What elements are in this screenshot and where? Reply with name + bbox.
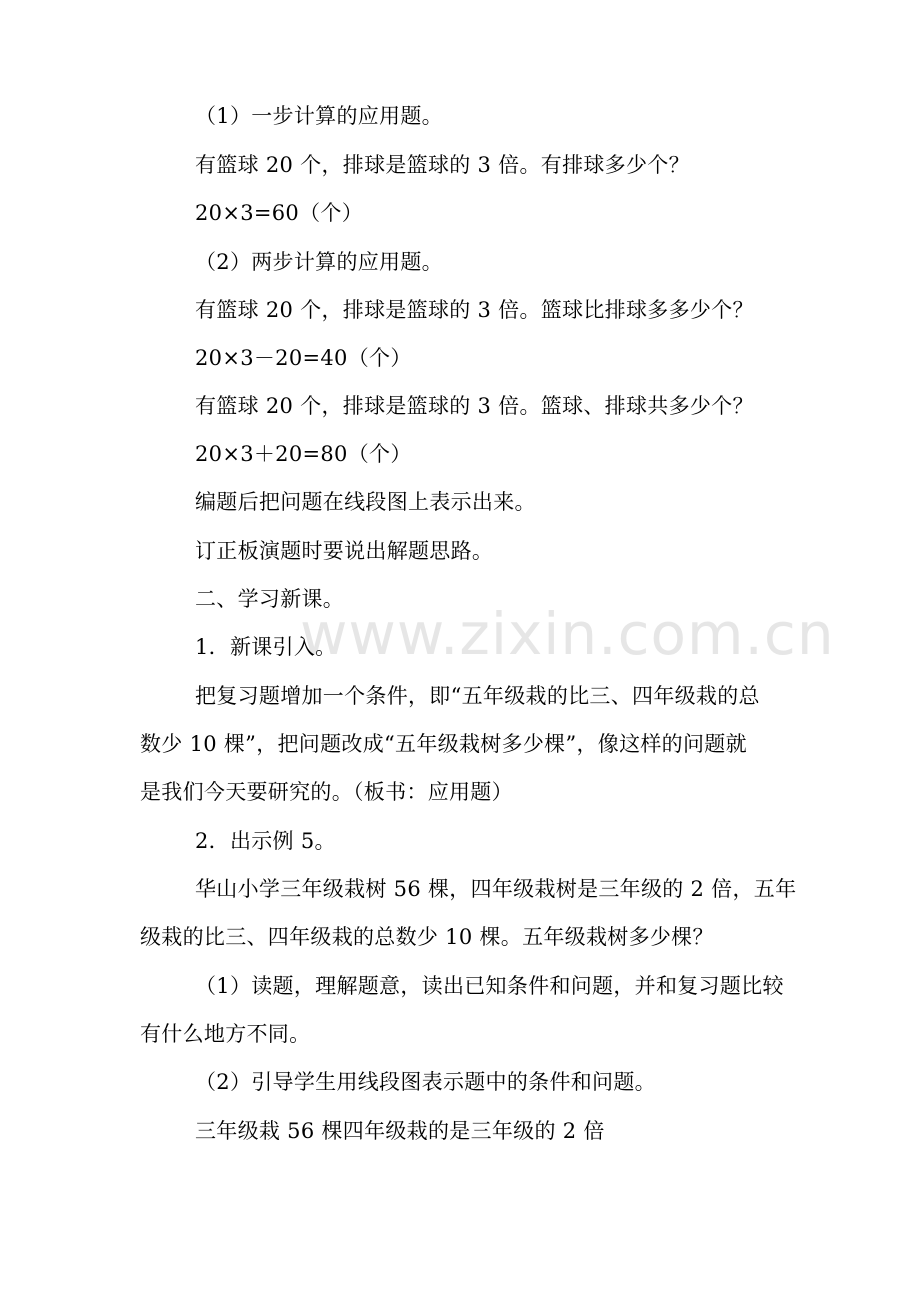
paragraph-line: 把复习题增加一个条件，即“五年级栽的比三、四年级栽的总 xyxy=(195,684,760,708)
paragraph-line: 是我们今天要研究的。（板书：应用题） xyxy=(140,780,513,804)
watermark: www.zixin.com.cn xyxy=(300,600,835,668)
section-heading: 二、学习新课。 xyxy=(195,587,345,611)
text-line: 三年级栽 56 棵四年级栽的是三年级的 2 倍 xyxy=(195,1119,605,1143)
text-line: 有篮球 20 个，排球是篮球的 3 倍。篮球比排球多多少个？ xyxy=(195,298,754,322)
text-line: （1）一步计算的应用题。 xyxy=(195,104,443,128)
text-line: 1．新课引入。 xyxy=(195,635,337,659)
text-line: 编题后把问题在线段图上表示出来。 xyxy=(195,490,536,514)
paragraph-line: （1）读题，理解题意，读出已知条件和问题，并和复习题比较 xyxy=(195,974,784,998)
paragraph-line: 华山小学三年级栽树 56 棵，四年级栽树是三年级的 2 倍，五年 xyxy=(195,877,797,901)
text-line: （2）引导学生用线段图表示题中的条件和问题。 xyxy=(195,1070,656,1094)
text-line: 有篮球 20 个，排球是篮球的 3 倍。篮球、排球共多少个？ xyxy=(195,394,754,418)
text-line: 2．出示例 5。 xyxy=(195,829,336,853)
text-line: 20×3=60（个） xyxy=(195,201,363,225)
text-line: 20×3＋20=80（个） xyxy=(195,442,412,466)
paragraph-line: 级栽的比三、四年级栽的总数少 10 棵。五年级栽树多少棵？ xyxy=(140,925,714,949)
text-line: 有篮球 20 个，排球是篮球的 3 倍。有排球多少个？ xyxy=(195,153,690,177)
text-line: 订正板演题时要说出解题思路。 xyxy=(195,539,494,563)
text-line: （2）两步计算的应用题。 xyxy=(195,250,443,274)
paragraph-line: 有什么地方不同。 xyxy=(140,1022,311,1046)
paragraph-line: 数少 10 棵”，把问题改成“五年级栽树多少棵”，像这样的问题就 xyxy=(140,732,747,756)
text-line: 20×3－20=40（个） xyxy=(195,346,412,370)
